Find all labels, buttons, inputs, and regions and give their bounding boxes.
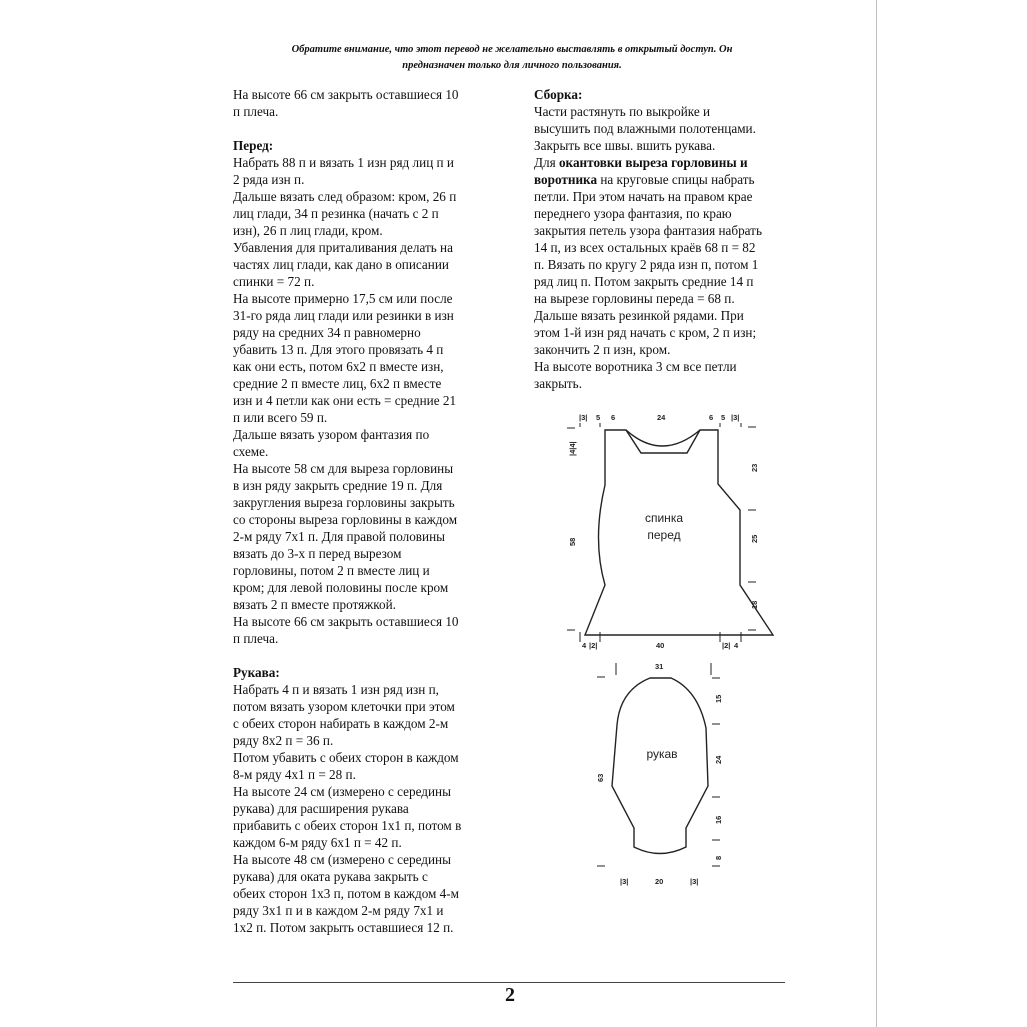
notice-header: Обратите внимание, что этот перевод не желательно выставлять в открытый доступ. Он предназначен только для личного пользования. [291,44,733,71]
sleeve-right-dim: 15 [714,694,723,703]
body-top-dim: 5 [596,413,601,422]
neckband-rest: на круговые спицы набрать петли. При этом начать на правом крае переднего узора фантазия, по краю закрытия петель узора фантазия набрать 14 п, из всех остальных краёв 68 п = 82 п. Вязать по кругу 2 ряда изн п, потом 1 ряд лиц п. Потом закрыть средние 14 п на вырезе горловины переда = 68 п. Дальше вязать резинкой рядами. При этом 1-й изн ряд начать с кром, 2 п изн; закончить 2 п изн, кром. [534,172,762,357]
body-bottom-dim: 4 [734,641,739,650]
sleeve-bottom-dim: |3| [690,877,699,886]
sleeves-paragraph: Потом убавить с обеих сторон в каждом 8-м ряду 4х1 п = 28 п. [233,750,459,782]
sleeve-ticks [597,663,720,866]
collar-paragraph: На высоте воротника 3 см все петли закрыть. [534,359,737,391]
sleeve-right-dim: 24 [714,755,723,764]
body-left-top-dim: |4|4| [568,441,577,456]
front-heading: Перед: [233,138,274,153]
sleeve-bottom-dim: 20 [655,877,664,886]
sleeve-right-dim: 8 [714,855,723,860]
body-top-dim: |3| [731,413,740,422]
right-column [534,86,794,392]
body-left-height: 58 [568,537,577,546]
back-end-paragraph: На высоте 66 см закрыть оставшиеся 10 п плеча. [233,87,459,119]
sleeve-outline [612,678,708,854]
front-paragraph: Убавления для приталивания делать на частях лиц глади, как дано в описании спинки = 72 п. [233,240,453,289]
body-right-dim: 18 [750,600,759,609]
body-right-dim: 23 [750,463,759,472]
sleeve-left-height: 63 [596,773,605,782]
body-top-dim: 5 [721,413,726,422]
page-number: 2 [505,984,515,1006]
sleeves-paragraph: На высоте 24 см (измерено с середины рукава) для расширения рукава прибавить с обеих сторон 1х1 п, потом в каждом 6-м ряду 6х1 п = 42 п. [233,784,462,850]
front-paragraph: Набрать 88 п и вязать 1 изн ряд лиц п и 2 ряда изн п. [233,155,454,187]
body-right-dim: 25 [750,534,759,543]
left-column [233,86,493,936]
body-schematic [545,400,785,652]
body-top-dim: |3| [579,413,588,422]
body-label-line: перед [647,528,681,542]
body-bottom-dim: 4 [582,641,587,650]
body-label-line: спинка [644,511,684,525]
sleeve-top-dim: 31 [655,662,664,671]
body-top-dim: 24 [657,413,666,422]
sleeves-heading: Рукава: [233,665,280,680]
page-edge [876,0,877,1027]
sleeve-right-dim: 16 [714,815,723,824]
sleeve-schematic [590,655,740,890]
body-top-dim: 6 [709,413,714,422]
body-top-dim: 6 [611,413,616,422]
neckband-bold: окантовки выреза горловины и воротника [534,155,748,187]
sleeve-label: рукав [646,747,678,761]
assembly-heading: Сборка: [534,87,583,102]
neckband-paragraph [534,154,794,358]
assembly-paragraph: Части растянуть по выкройке и высушить под влажными полотенцами. Закрыть все швы. вшить рукава. [534,104,756,153]
sleeve-bottom-dim: |3| [620,877,629,886]
sleeves-paragraph: Набрать 4 п и вязать 1 изн ряд изн п, потом вязать узором клеточки при этом с обеих сторон набирать в каждом 2-м ряду 8х2 п = 36 п. [233,682,455,748]
front-paragraph: На высоте 66 см закрыть оставшиеся 10 п плеча. [233,614,459,646]
body-bottom-dim: |2| [589,641,598,650]
body-bottom-dim: 40 [656,641,665,650]
sleeves-paragraph: На высоте 48 см (измерено с середины рукава) для оката рукава закрыть с обеих сторон 1х3 п, потом в каждом 4-м ряду 3х1 п и в каждом 2-м ряду 7х1 и 1х2 п. Потом закрыть оставшиеся 12 п. [233,852,460,935]
front-paragraph: На высоте примерно 17,5 см или после 31-го ряда лиц глади или резинки в изн ряду на средних 34 п равномерно убавить 13 п. Для этого провязать 4 п как они есть, потом 6х2 п вместе изн, средние 2 п вместе лиц, 6х2 п вместе изн и 4 петли как они есть = средние 21 п или всего 59 п. [233,291,457,425]
front-paragraph: Дальше вязать узором фантазия по схеме. [233,427,430,459]
footer-rule [233,982,785,983]
front-paragraph: Дальше вязать след образом: кром, 26 п лиц глади, 34 п резинка (начать с 2 п изн), 26 п лиц глади, кром. [233,189,457,238]
body-bottom-dim: |2| [722,641,731,650]
neckband-lead: Для [534,155,559,170]
front-paragraph: На высоте 58 см для выреза горловины в изн ряду закрыть средние 19 п. Для закругления выреза горловины закрыть со стороны выреза горловины в каждом 2-м ряду 7х1 п. Для правой половины вязать до 3-х п перед вырезом горловины, потом 2 п вместе лиц и кром; для левой половины после кром вязать 2 п вместе протяжкой. [233,461,458,612]
